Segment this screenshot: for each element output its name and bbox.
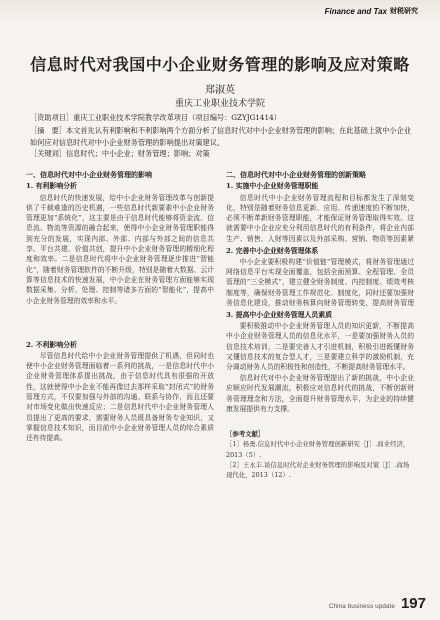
subsection-heading: 3. 提高中小企业财务管理人员素质 [226, 310, 333, 319]
fund-note: ［资助项目］重庆工业职业技术学院教学改革项目（项目编号：GZYJG1414） [30, 113, 281, 122]
left-column [26, 168, 214, 497]
author-name: 郑淑英 [205, 85, 235, 96]
journal-name-cn: 财税研究 [390, 8, 418, 16]
paragraph: 要积极推动中小企业财务管理人员的知识更新，不断提高中小企业财务管理人员的信息化水平，一是要加强财务人员的信息技术培训，二是要完善人才引进机制，积极引进既懂财务又懂信息技术的复合型人才，三是要建立科学的激励机制，充分调动财务人员的积极性和创造性，不断提高财务管理水平。 [226, 322, 414, 372]
subsection-heading: 2. 完善中小企业财务管理体系 [226, 246, 319, 255]
reference-item: ［1］杨勇.信息时代中小企业财务管理创新研究［J］.商业经济，2013（5）. [226, 440, 410, 459]
paragraph: 信息时代的快速发展，给中小企业财务管理改革与创新提供了千载难逢的历史机遇，一些信息时代新要素中小企业财务管理更加“系统化”，这主要是由于信息时代能够将资金流、信息流、物流等资源的融合起来，使得中小企业财务管理职能得到充分的发展，实现内部、外部、内部与外部之间的信息共享、平台共建、价值共创，提升中小企业财务管理的精细化程度和效率。二是信息时代将中小企业财务管理逐步推进“智能化”，随着财务管理软件的不断升级，特别是随着大数据、云计算等信息技术的快速发展，中小企业在财务管理方面能够实现数据采集、分析、处理、控制等诸多方面的“智能化”，提高中小企业财务管理的效率和水平。 [26, 193, 214, 305]
abstract: ［摘 要］本文首先认有利影响和不利影响两个方面分析了信息时代对中小企业财务管理的影响；在此基础上就中小企业如何应对信息时代对中小企业财务管理的影响提出对策建议。 [30, 126, 411, 147]
subsection-heading: 1. 有利影响分析 [26, 182, 77, 191]
references-title: ［参考文献］ [226, 430, 265, 439]
author-affiliation: 重庆工业职业技术学院 [174, 99, 265, 109]
section-heading: 一、信息时代对中小企业财务管理的影响 [26, 171, 152, 179]
paragraph: 信息时代对中小企业财务管理提出了新的挑战，中小企业应顺应时代发展潮流，积极应对信息时代的挑战，不断创新财务管理理念和方法，全面提升财务管理水平，为企业的持续健康发展提供有力支撑。 [226, 374, 414, 414]
paragraph: 尽管信息时代给中小企业财务管理提供了机遇，但同时也使中小企业财务管理面临着一系列的挑战，一是信息时代中小企业财务管理体系提出挑战，由于信息时代具有很强的开放性，这就使得中小企业不能再像过去那样采取“封闭式”的财务管理方式，不仅要加强与外部的沟通、联系与协作，而且还要对市场变化做出快速反应；二是信息时代中小企业财务管理人员提出了更高的要求，需要财务人员既具备财务专业知识，又掌握信息技术知识，而目前中小企业财务管理人员的综合素质还有待提高。 [26, 351, 214, 443]
article-title: 信息时代对我国中小企业财务管理的影响及应对策略 [30, 55, 410, 74]
paragraph: 信息时代中小企业财务管理流程和目标都发生了深刻变化，特别是随着财务信息更新、应用、传递速度的不断加快，必须不断革新财务管理职能，才能保证财务管理取得实效。这就需要中小企业应充分利用信息时代的有利条件，将企业内部生产、销售、人财等因素以及外部采购、营销、物资等因素紧 [226, 193, 414, 243]
reference-item: ［2］王永丰.谈信息时代对企业财务管理的影响及对策［J］.商场现代化，2013（12）. [226, 461, 410, 480]
paragraph: 中小企业要积极构建“价值链”管理模式，将财务管理通过网络信息平台实现全面覆盖，包括全面预算、全程管理、全员管理的“三全模式”，建立健全财务制度、内控制度、绩效考核制度等，确保财务管理工作规范化、制度化，同时还要加强财务信息化建设，推动财务核算向财务管理转变，提高财务管理 [226, 257, 414, 308]
journal-name-en: Finance and Tax [324, 7, 387, 16]
subsection-heading: 2. 不利影响分析 [26, 340, 77, 349]
footer-journal-text: China business update [328, 603, 395, 610]
keywords: ［关键词］信息时代；中小企业；财务管理；影响；对策 [30, 149, 210, 158]
page-footer [329, 593, 426, 612]
subsection-heading: 1. 实施中小企业财务管理职能 [226, 182, 319, 191]
references [226, 429, 414, 480]
page-number: 197 [400, 595, 426, 612]
journal-header [325, 7, 418, 16]
right-column [226, 168, 414, 481]
section-heading: 二、信息时代对中小企业财务管理的创新策略 [226, 171, 366, 179]
